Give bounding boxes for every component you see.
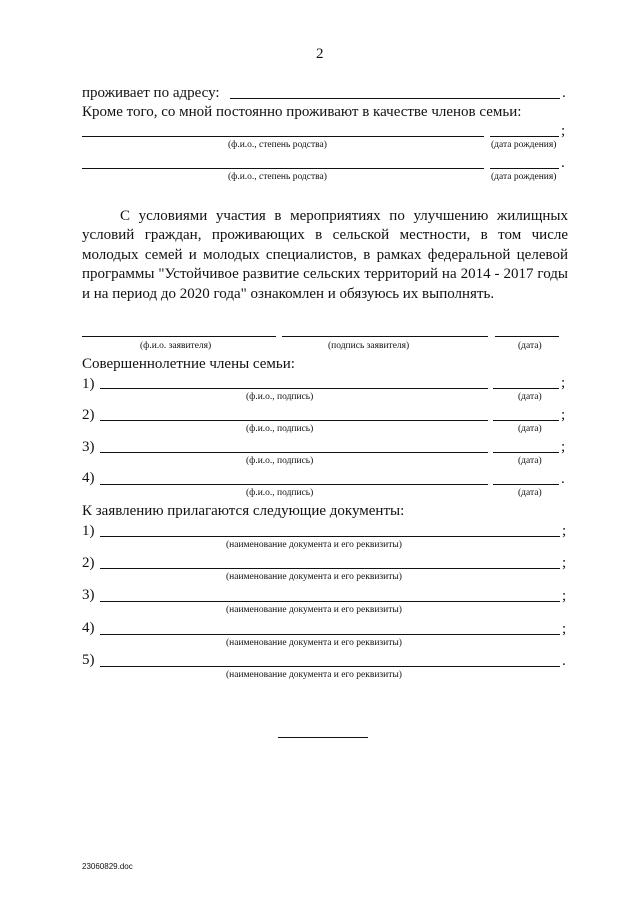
document-item-end: ;	[562, 621, 567, 637]
adult-4-name-line[interactable]	[100, 484, 488, 485]
family-name-caption-2: (ф.и.о., степень родства)	[228, 172, 327, 182]
adult-1-name-line[interactable]	[100, 388, 488, 389]
applicant-name-line[interactable]	[82, 336, 276, 337]
page-number: 2	[316, 46, 324, 62]
family-intro: Кроме того, со мной постоянно проживают в качестве членов семьи:	[82, 104, 522, 120]
document-caption: (наименование документа и его реквизиты)	[226, 670, 402, 680]
family-date-caption-1: (дата рождения)	[491, 140, 557, 150]
document-2-line[interactable]	[100, 568, 560, 569]
adult-item-end: ;	[561, 375, 566, 391]
adult-4-date-line[interactable]	[493, 484, 559, 485]
adult-date-caption: (дата)	[518, 488, 542, 498]
family-date-caption-2: (дата рождения)	[491, 172, 557, 182]
document-item-end: ;	[562, 555, 567, 571]
address-end-mark: .	[562, 85, 566, 101]
adult-date-caption: (дата)	[518, 424, 542, 434]
document-5-line[interactable]	[100, 666, 560, 667]
document-caption: (наименование документа и его реквизиты)	[226, 540, 402, 550]
adult-name-caption: (ф.и.о., подпись)	[246, 456, 314, 466]
applicant-signature-line[interactable]	[282, 336, 488, 337]
adult-item-num: 1)	[82, 376, 95, 392]
document-item-num: 5)	[82, 652, 95, 668]
adult-name-caption: (ф.и.о., подпись)	[246, 392, 314, 402]
document-item-end: .	[562, 653, 566, 669]
document-item-end: ;	[562, 523, 567, 539]
adult-2-name-line[interactable]	[100, 420, 488, 421]
adult-item-end: ;	[561, 439, 566, 455]
adult-name-caption: (ф.и.о., подпись)	[246, 424, 314, 434]
document-3-line[interactable]	[100, 601, 560, 602]
adult-2-date-line[interactable]	[493, 420, 559, 421]
applicant-signature-caption: (подпись заявителя)	[328, 341, 410, 351]
adult-1-date-line[interactable]	[493, 388, 559, 389]
documents-title: К заявлению прилагаются следующие документы:	[82, 503, 405, 519]
adult-item-end: .	[561, 471, 565, 487]
adult-3-date-line[interactable]	[493, 452, 559, 453]
document-caption: (наименование документа и его реквизиты)	[226, 572, 402, 582]
family-name-caption-1: (ф.и.о., степень родства)	[228, 140, 327, 150]
applicant-date-line[interactable]	[495, 336, 559, 337]
adult-date-caption: (дата)	[518, 456, 542, 466]
adults-title: Совершеннолетние члены семьи:	[82, 356, 295, 372]
applicant-name-caption: (ф.и.о. заявителя)	[140, 341, 212, 351]
adult-date-caption: (дата)	[518, 392, 542, 402]
family-member-2-name-line[interactable]	[82, 168, 484, 169]
agreement-paragraph: С условиями участия в мероприятиях по улучшению жилищных условий граждан, проживающих в сельской местности, в том числе молодых семей и молодых специалистов, в рамках федеральной целевой программы "Устойчивое развитие сельских территорий на 2014 - 2017 годы и на период до 2020 года" ознакомлен и обязуюсь их выполнять.	[82, 208, 568, 302]
adult-item-num: 3)	[82, 439, 95, 455]
document-caption: (наименование документа и его реквизиты)	[226, 605, 402, 615]
adult-3-name-line[interactable]	[100, 452, 488, 453]
document-item-end: ;	[562, 588, 567, 604]
document-item-num: 4)	[82, 620, 95, 636]
document-item-num: 2)	[82, 555, 95, 571]
adult-item-end: ;	[561, 407, 566, 423]
footer-filename: 23060829.doc	[82, 862, 133, 871]
document-caption: (наименование документа и его реквизиты)	[226, 638, 402, 648]
document-1-line[interactable]	[100, 536, 560, 537]
adult-name-caption: (ф.и.о., подпись)	[246, 488, 314, 498]
family-member-1-date-line[interactable]	[490, 136, 559, 137]
adult-item-num: 4)	[82, 470, 95, 486]
address-field-line[interactable]	[230, 98, 560, 99]
address-label: проживает по адресу:	[82, 85, 220, 101]
family-member-1-name-line[interactable]	[82, 136, 484, 137]
family-member-2-date-line[interactable]	[490, 168, 559, 169]
document-4-line[interactable]	[100, 634, 560, 635]
document-item-num: 1)	[82, 523, 95, 539]
adult-item-num: 2)	[82, 407, 95, 423]
family-row1-end: ;	[561, 123, 566, 139]
closing-separator	[278, 737, 368, 738]
family-row2-end: .	[561, 155, 565, 171]
applicant-date-caption: (дата)	[518, 341, 542, 351]
document-item-num: 3)	[82, 587, 95, 603]
